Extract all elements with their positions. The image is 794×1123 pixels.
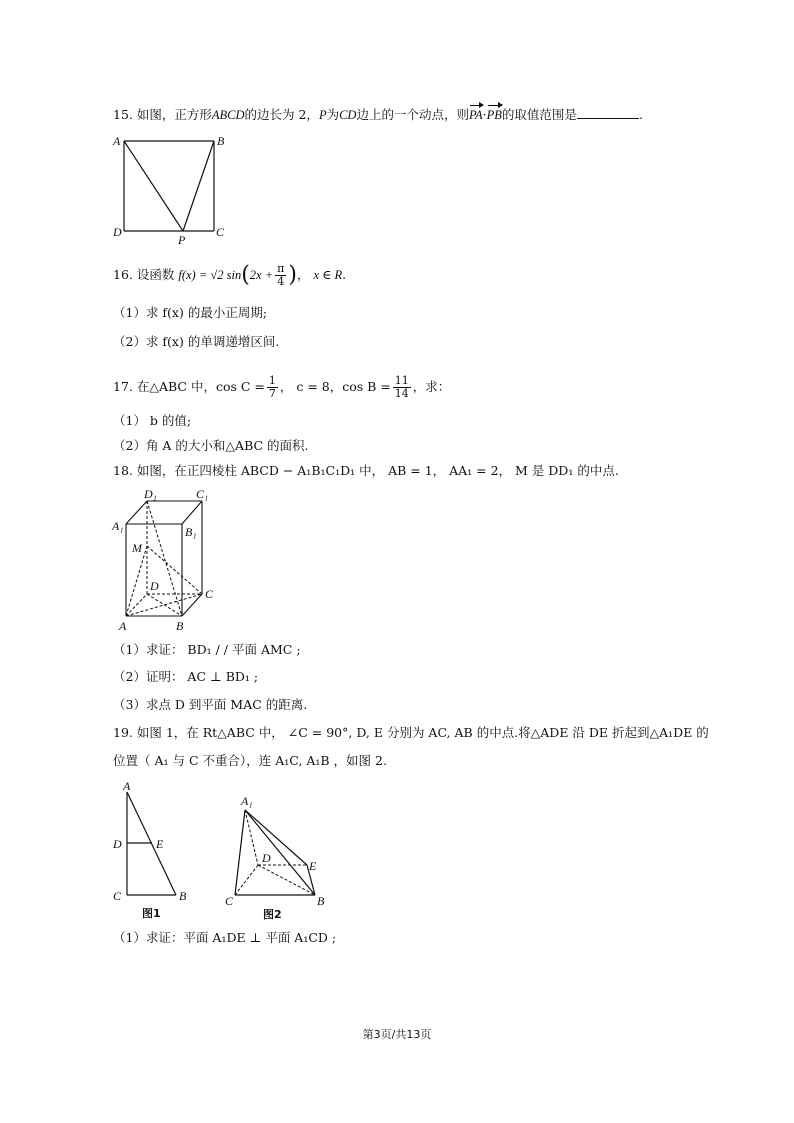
q17-part1: （1） b 的值; — [113, 413, 192, 428]
fig1-caption: 图1 — [142, 907, 161, 920]
q15-abcd: ABCD — [211, 108, 245, 122]
fig1-label-b: B — [179, 889, 187, 903]
q17-part2: （2）角 A 的大小和△ABC 的面积. — [113, 438, 309, 453]
q19-line1: 19. 如图 1，在 Rt△ABC 中， ∠C = 90°, D, E 分别为 AC, AB 的中点.将△ADE 沿 DE 折起到△A₁DE 的 — [113, 725, 709, 740]
q15-statement — [113, 106, 643, 124]
q16-part2: （2）求 f(x) 的单调递增区间. — [113, 334, 280, 349]
label-m: M — [132, 541, 142, 555]
q15-p: P — [318, 108, 327, 122]
q16-end: . — [342, 267, 347, 282]
label-d: D — [113, 225, 122, 239]
q16-inner: 2x + — [249, 268, 274, 282]
vector-pb: PB — [486, 108, 502, 122]
answer-blank — [577, 106, 639, 119]
q18-part3: （3）求点 D 到平面 MAC 的距离. — [113, 697, 308, 712]
fig1-label-c: C — [113, 889, 122, 903]
q17-mid: ， c = 8，cos B = — [279, 379, 391, 394]
q16-tail: ， — [296, 267, 310, 282]
fig2-caption: 图2 — [263, 908, 282, 921]
q16-prefix: 16. 设函数 — [113, 267, 175, 282]
q17-fraction-c: $\frac{1}{7}$ — [268, 374, 276, 400]
q15-mid2: 为 — [326, 107, 340, 122]
page-footer: 第3页/共13页 — [362, 1028, 432, 1041]
q17-prefix: 17. 在△ABC 中，cos C = — [113, 379, 265, 394]
fig2-tetra — [225, 792, 340, 924]
q18-part2: （2）证明： AC ⊥ BD₁ ; — [113, 669, 259, 684]
q18-part1: （1）求证： BD₁ / / 平面 AMC ; — [113, 642, 301, 657]
label-c: C — [216, 225, 225, 239]
q17-statement — [113, 372, 450, 402]
label-b: B — [176, 619, 184, 633]
vector-pa: PA — [468, 108, 483, 122]
label-p: P — [178, 233, 186, 247]
label-b1: B₁ — [185, 525, 197, 539]
label-c: C — [205, 587, 214, 601]
label-d1: D₁ — [144, 487, 157, 501]
fig2-label-b: B — [317, 894, 325, 908]
fig1-label-a: A — [123, 779, 131, 793]
fig2-label-e: E — [309, 859, 317, 873]
q15-suffix: 的取值范围是 — [501, 107, 577, 122]
q16-function: f(x) = √2 sin — [178, 268, 242, 282]
q18-statement: 18. 如图，在正四棱柱 ABCD − A₁B₁C₁D₁ 中， AB = 1， AA₁ = 2， M 是 DD₁ 的中点. — [113, 463, 619, 478]
label-b: B — [217, 134, 225, 148]
q16-part1: （1）求 f(x) 的最小正周期; — [113, 305, 268, 320]
label-a: A — [113, 134, 121, 148]
prism-figure — [110, 486, 230, 636]
square-figure — [110, 130, 230, 248]
q15-prefix: 15. 如图，正方形 — [113, 107, 212, 122]
q19-part1: （1）求证：平面 A₁DE ⊥ 平面 A₁CD ; — [113, 930, 337, 945]
q16-fraction: $\frac{\pi}{4}$ — [277, 262, 285, 288]
q15-dot: · — [482, 107, 487, 122]
fig1-label-e: E — [156, 837, 164, 851]
q15-end: . — [638, 107, 643, 122]
fig2-label-d: D — [262, 851, 271, 865]
q15-cd: CD — [339, 108, 357, 122]
q15-mid1: 的边长为 2， — [244, 107, 319, 122]
q17-suffix: ，求： — [412, 379, 451, 394]
label-d: D — [150, 579, 159, 593]
q16-statement: 16. 设函数 f(x) = √2 sin(2x + $\frac{\pi}{4}$ )， x ∈ R. — [113, 262, 347, 288]
fig2-label-a1: A₁ — [241, 794, 253, 808]
q19-line2: 位置（ A₁ 与 C 不重合），连 A₁C, A₁B ，如图 2. — [113, 753, 387, 768]
q17-fraction-b: $\frac{11}{14}$ — [394, 374, 409, 400]
q16-domain: x ∈ R — [313, 268, 343, 282]
fig1-triangle — [110, 778, 200, 923]
fig2-label-c: C — [225, 894, 234, 908]
q15-mid3: 边上的一个动点，则 — [356, 107, 469, 122]
label-a: A — [119, 619, 127, 633]
fig1-label-d: D — [113, 837, 122, 851]
label-a1: A₁ — [112, 519, 124, 533]
label-c1: C₁ — [196, 487, 209, 501]
